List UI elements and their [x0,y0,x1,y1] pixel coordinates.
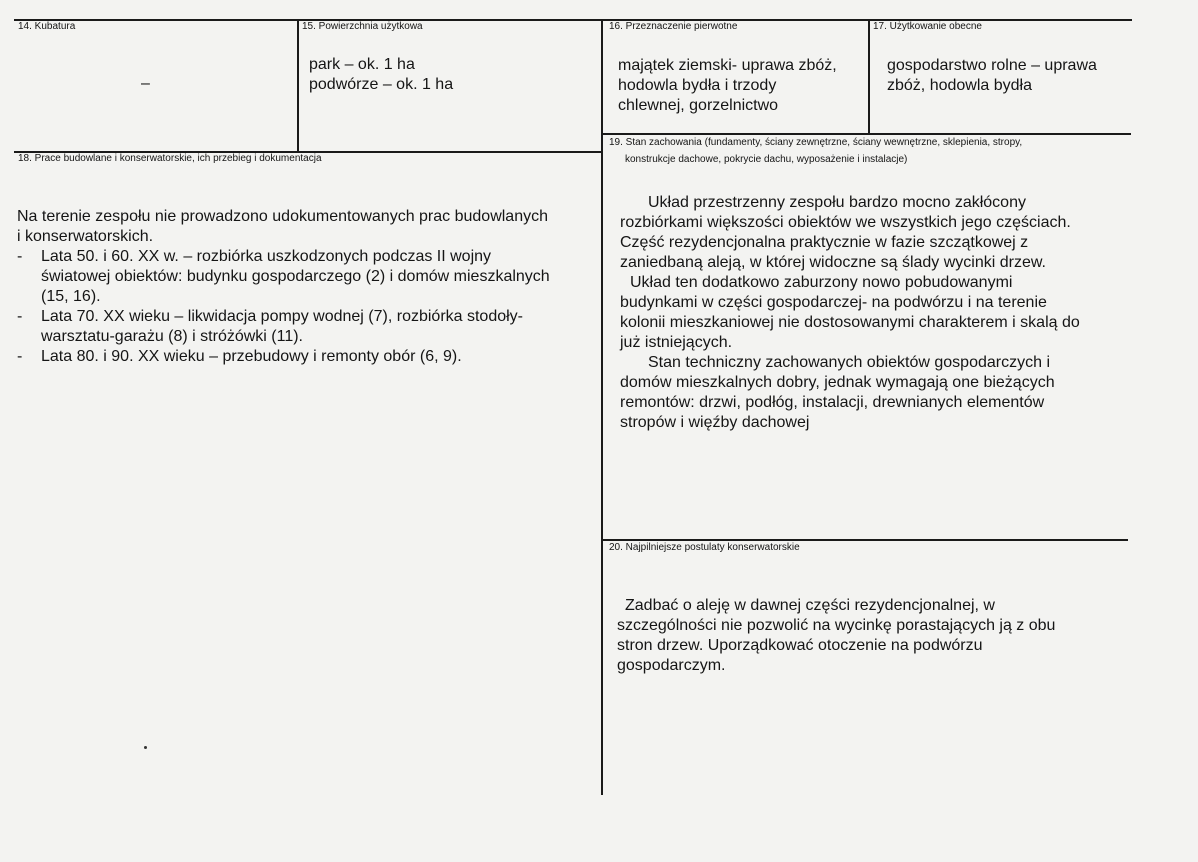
field-16-line: chlewnej, gorzelnictwo [618,97,779,114]
paragraph-line: Układ ten dodatkowo zaburzony nowo pobudowanymi [630,274,1013,291]
field-16-label: 16. Przeznaczenie pierwotne [609,21,738,32]
field-20-label: 20. Najpilniejsze postulaty konserwatorskie [609,542,800,553]
paragraph-line: kolonii mieszkaniowej nie dostosowanymi charakterem i skalą do [620,314,1080,331]
paragraph-line: Zadbać o aleję w dawnej części rezydencjonalnej, w [625,597,995,614]
field-18-body [17,207,600,367]
paragraph-line: domów mieszkalnych dobry, jednak wymagają one bieżących [620,374,1055,391]
paragraph-line: Część rezydencjonalna praktycznie w fazie szczątkowej z [620,234,1029,251]
field-15-line: park – ok. 1 ha [309,56,415,73]
field-15-line: podwórze – ok. 1 ha [309,76,454,93]
rule-above-20 [601,539,1128,541]
paragraph-line: remontów: drzwi, podłóg, instalacji, drewnianych elementów [620,394,1045,411]
field-20-body [617,596,1137,676]
paragraph-line: stropów i więźby dachowej [620,414,810,431]
list-item-line: - Lata 80. i 90. XX wieku – przebudowy i remonty obór (6, 9). [41,348,462,365]
field-16-line: majątek ziemski- uprawa zbóż, [618,57,837,74]
divider-16-17 [868,19,870,134]
paragraph-line: zaniedbaną aleją, w której widoczne są ślady wycinki drzew. [620,254,1046,271]
paragraph [620,273,1160,353]
paragraph-line: Stan techniczny zachowanych obiektów gospodarczych i [648,354,1050,371]
field-18-intro-line: i konserwatorskich. [17,228,154,245]
paragraph-line: już istniejących. [620,334,733,351]
field-16-line: hodowla bydła i trzody [618,77,777,94]
paragraph [620,193,1160,273]
field-14-label: 14. Kubatura [18,21,76,32]
field-17-label: 17. Użytkowanie obecne [873,21,982,32]
paragraph-line: Układ przestrzenny zespołu bardzo mocno zakłócony [648,194,1026,211]
paragraph-line: rozbiórkami większości obiektów we wszystkich jego częściach. [620,214,1071,231]
field-15-value [309,55,594,95]
list-item-line: (15, 16). [41,288,101,305]
divider-14-15 [297,19,299,151]
list-item-line: - Lata 50. i 60. XX w. – rozbiórka uszkodzonych podczas II wojny [41,248,492,265]
field-19-label: 19. Stan zachowania (fundamenty, ściany zewnętrzne, ściany wewnętrzne, sklepienia, stropy, [609,137,1023,148]
field-19-label-cont: konstrukcje dachowe, pokrycie dachu, wyposażenie i instalacje) [625,154,908,165]
list-item-line: - Lata 70. XX wieku – likwidacja pompy wodnej (7), rozbiórka stodoły- [41,308,524,325]
field-17-value [887,56,1147,96]
stray-dot [144,746,147,749]
list-item-line: światowej obiektów: budynku gospodarczego (2) i domów mieszkalnych [41,268,550,285]
list-item [17,347,600,367]
paragraph-line: budynkami w części gospodarczej- na podwórzu i na terenie [620,294,1047,311]
paragraph-line: stron drzew. Uporządkować otoczenie na podwórzu [617,637,983,654]
center-divider [601,19,603,795]
field-14-value: – [141,75,150,92]
field-18-intro-line: Na terenie zespołu nie prowadzono udokumentowanych prac budowlanych [17,208,548,225]
field-18-list [17,247,600,367]
field-17-line: gospodarstwo rolne – uprawa [887,57,1097,74]
field-15-label: 15. Powierzchnia użytkowa [302,21,423,32]
list-item-line: warsztatu-garażu (8) i stróżówki (11). [41,328,303,345]
paragraph [620,353,1160,433]
field-19-body [620,193,1160,433]
field-18-label: 18. Prace budowlane i konserwatorskie, ich przebieg i dokumentacja [18,153,322,164]
field-16-value [618,56,866,116]
list-item [17,307,600,347]
list-item [17,247,600,307]
field-17-line: zbóż, hodowla bydła [887,77,1032,94]
paragraph-line: szczególności nie pozwolić na wycinkę porastających ją z obu [617,617,1056,634]
rule-above-19 [601,133,1131,135]
paragraph-line: gospodarczym. [617,657,726,674]
